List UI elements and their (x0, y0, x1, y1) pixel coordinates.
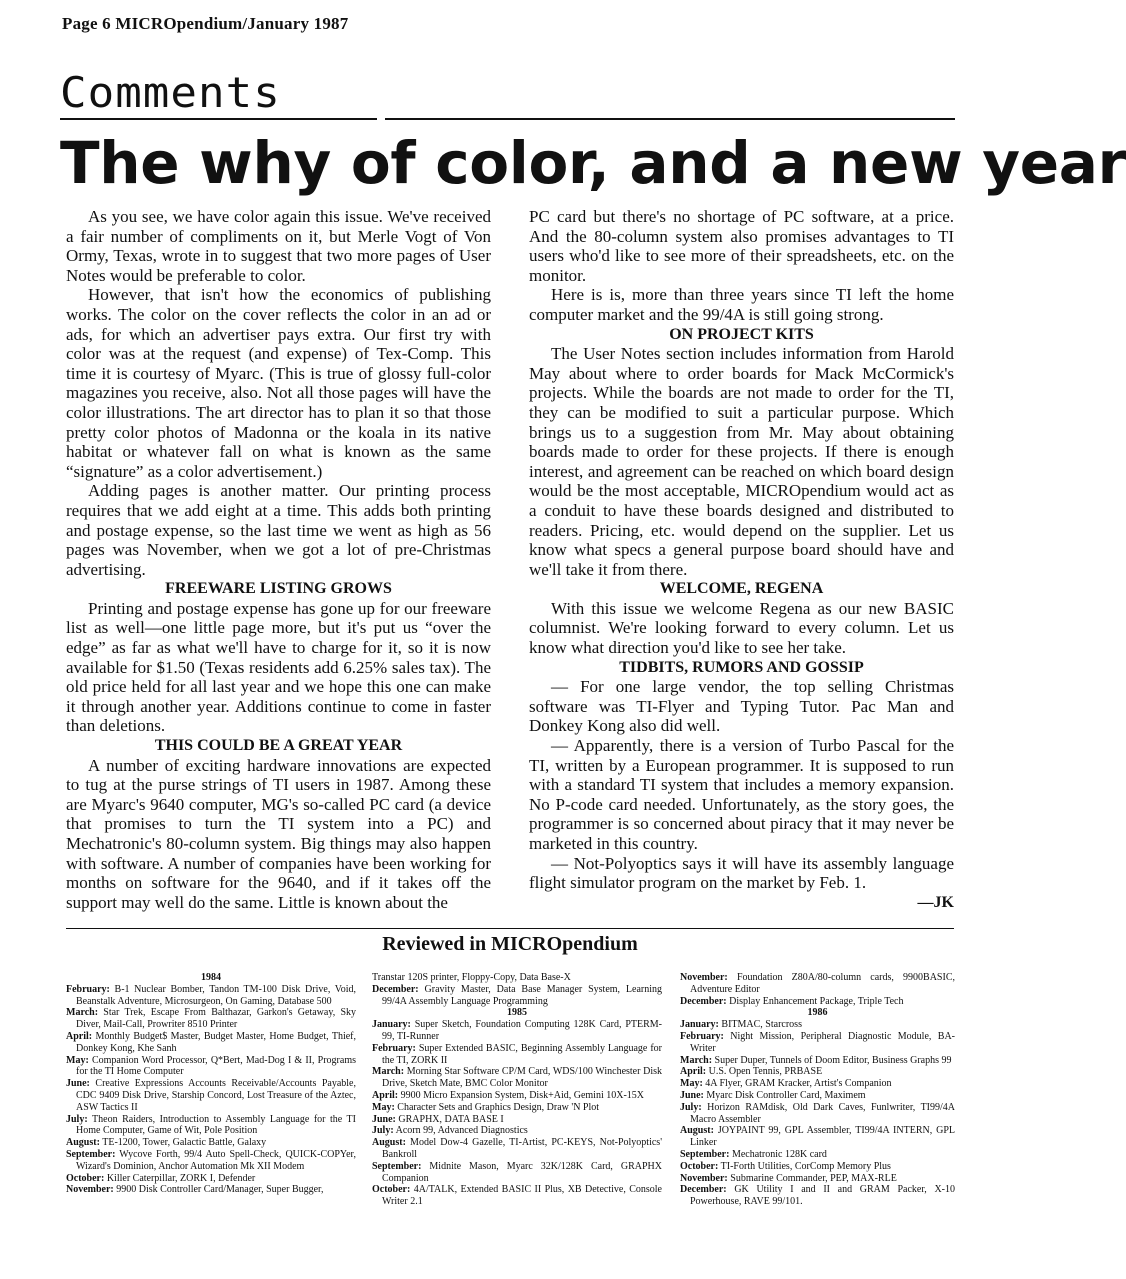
section-title: Comments (60, 68, 281, 117)
review-entry (66, 1114, 356, 1138)
review-entry (680, 1149, 955, 1161)
review-items: Killer Caterpillar, ZORK I, Defender (106, 1172, 256, 1184)
review-month: March: (372, 1066, 405, 1078)
review-items: Display Enhancement Package, Triple Tech (729, 995, 904, 1007)
review-month: November: (680, 972, 728, 983)
review-month: August: (680, 1125, 714, 1137)
review-items: GK Utility I and II and GRAM Packer, X-10 Powerhouse, RAVE 99/101. (690, 1184, 956, 1208)
review-entry (372, 1125, 662, 1137)
review-month: December: (372, 983, 419, 995)
review-entry (372, 984, 662, 1008)
review-entry (66, 1137, 356, 1149)
review-entry (66, 1078, 356, 1113)
review-entry (680, 1161, 955, 1173)
review-year: 1984 (201, 972, 221, 983)
review-month: September: (680, 1148, 730, 1160)
review-items: Foundation Z80A/80-column cards, 9900BASIC, Adventure Editor (690, 972, 955, 995)
author-signature: —JK (917, 893, 954, 911)
review-entry (680, 1055, 955, 1067)
review-entry (66, 984, 356, 1008)
review-items: Midnite Mason, Myarc 32K/128K Card, GRAPHX Companion (382, 1160, 663, 1184)
review-items: BITMAC, Starcross (721, 1019, 802, 1031)
review-entry (680, 1090, 955, 1102)
review-entry (66, 1149, 356, 1173)
review-entry (680, 1019, 955, 1031)
review-items: GRAPHX, DATA BASE I (398, 1113, 504, 1125)
reviewed-column-3 (680, 972, 955, 1208)
paragraph: Adding pages is another matter. Our printing process requires that we add eight at a time. This adds both printing and postage expense, so the last time we went as high as 56 pages was November, when we got a lot of pre-Christmas advertising. (66, 481, 491, 579)
review-entry (66, 1031, 356, 1055)
review-items: Super Sketch, Foundation Computing 128K Card, PTERM-99, TI-Runner (382, 1019, 662, 1042)
review-entry (372, 1019, 662, 1043)
review-items: Star Trek, Escape From Balthazar, Garkon's Getaway, Sky Diver, Mail-Call, Prowriter 8510 Printer (76, 1007, 356, 1031)
article-column-right (529, 207, 954, 912)
review-month: April: (66, 1030, 93, 1042)
review-items: Acorn 99, Advanced Diagnostics (395, 1125, 528, 1137)
review-items: Model Dow-4 Gazelle, TI-Artist, PC-KEYS, Not-Polyoptics' Bankroll (382, 1137, 662, 1160)
review-items: Super Extended BASIC, Beginning Assembly Language for the TI, ZORK II (382, 1042, 662, 1066)
paragraph: A number of exciting hardware innovations are expected to tug at the purse strings of TI users in 1987. Among these are Myarc's 9640 computer, MG's so-called PC card (a device that promises to turn the TI system into a PC) and Mechatronic's 80-column system. Big things may also happen with software. A number of companies have been working for months on software for the 9640, and if it takes off the support may well do the same. Little is known about the (66, 755, 491, 912)
review-month: March: (680, 1054, 713, 1066)
review-month: July: (680, 1101, 702, 1113)
review-year: 1986 (807, 1007, 828, 1019)
review-entry (372, 1161, 662, 1185)
review-month: February: (372, 1042, 416, 1054)
headline: The why of color, and a new year (60, 129, 1126, 197)
subheading: ON PROJECT KITS (669, 325, 814, 343)
subheading: TIDBITS, RUMORS AND GOSSIP (619, 658, 864, 676)
review-month: September: (66, 1148, 116, 1160)
review-month: June: (680, 1089, 704, 1101)
review-month: October: (372, 1184, 411, 1196)
review-entry (680, 1031, 955, 1055)
review-items: TE-1200, Tower, Galactic Battle, Galaxy (102, 1137, 267, 1149)
review-month: May: (680, 1078, 703, 1090)
review-entry (372, 1066, 662, 1090)
review-entry (66, 1007, 356, 1031)
review-entry (680, 1066, 955, 1078)
review-items: U.S. Open Tennis, PRBASE (708, 1066, 823, 1078)
review-items: Horizon RAMdisk, Old Dark Caves, Funlwriter, TI99/4A Macro Assembler (690, 1101, 956, 1125)
review-items: Myarc Disk Controller Card, Maximem (706, 1089, 866, 1101)
review-month: March: (66, 1007, 99, 1019)
review-entry (66, 1055, 356, 1079)
review-month: August: (66, 1137, 100, 1149)
review-items: Gravity Master, Data Base Manager System, Learning 99/4A Assembly Language Programming (382, 983, 663, 1007)
review-month: November: (66, 1184, 114, 1196)
divider-right (385, 118, 955, 120)
reviewed-title: Reviewed in MICROpendium (382, 933, 638, 955)
review-month: July: (372, 1125, 394, 1137)
review-month: April: (372, 1089, 399, 1101)
review-entry (680, 1078, 955, 1090)
subheading: FREEWARE LISTING GROWS (165, 580, 392, 598)
review-year: 1985 (507, 1007, 527, 1019)
review-items: Submarine Commander, PEP, MAX-RLE (730, 1172, 897, 1184)
subheading: WELCOME, REGENA (659, 580, 824, 598)
review-items: Creative Expressions Accounts Receivable/Accounts Payable, CDC 9409 Disk Drive, Starship Concord, Lost Treasure of the Aztec, ASW Tactics II (76, 1078, 356, 1113)
review-items: Super Duper, Tunnels of Doom Editor, Business Graphs 99 (714, 1054, 952, 1066)
review-month: February: (66, 983, 110, 995)
review-items: Companion Word Processor, Q*Bert, Mad-Dog I & II, Programs for the TI Home Computer (76, 1054, 356, 1078)
reviewed-divider (66, 928, 954, 929)
review-items: 9900 Micro Expansion System, Disk+Aid, Gemini 10X-15X (400, 1089, 645, 1101)
review-items: JOYPAINT 99, GPL Assembler, TI99/4A INTERN, GPL Linker (690, 1125, 955, 1149)
review-month: October: (680, 1160, 719, 1172)
paragraph: However, that isn't how the economics of publishing works. The color on the cover reflects the color in an ad or ads, for which an advertiser pays extra. Our first try with color was at the request (and expense) of Tex-Comp. This time it is courtesy of Myarc. (This is true of glossy full-color magazines you receive, also. Not all those pages will have the color illustrations. The art director has to plan it so that those pretty color photos of Madonna or the koala in its native habitat or whatever fall on what is known as the same “signature” as a color advertisement.) (66, 285, 491, 481)
paragraph: Here is is, more than three years since TI left the home computer market and the 99/4A is still going strong. (529, 285, 954, 324)
review-entry (372, 1102, 662, 1114)
review-entry (680, 1173, 955, 1185)
reviewed-column-1 (66, 972, 356, 1196)
paragraph: — Apparently, there is a version of Turbo Pascal for the TI, written by a European programmer. It is supposed to run with a standard TI system that includes a memory expansion. No P-code card needed. Unfortunately, as the story goes, the programmer is so concerned about piracy that it may never be marketed in this country. (529, 736, 954, 853)
review-entry (680, 996, 955, 1008)
review-items: Mechatronic 128K card (731, 1148, 827, 1160)
paragraph: — Not-Polyoptics says it will have its assembly language flight simulator program on the market by Feb. 1. (529, 853, 954, 893)
page-header: Page 6 MICROpendium/January 1987 (62, 14, 349, 33)
subheading: THIS COULD BE A GREAT YEAR (154, 737, 403, 755)
paragraph: As you see, we have color again this issue. We've received a fair number of compliments on it, but Merle Vogt of Von Ormy, Texas, wrote in to suggest that two more pages of User Notes would be preferable to color. (66, 207, 491, 285)
review-entry (66, 1173, 356, 1185)
review-items: Wycove Forth, 99/4 Auto Spell-Check, QUICK-COPYer, Wizard's Dominion, Anchor Automation Mk XII Modem (76, 1148, 356, 1172)
review-items: 4A/TALK, Extended BASIC II Plus, XB Detective, Console Writer 2.1 (382, 1184, 662, 1208)
review-month: August: (372, 1137, 406, 1149)
review-entry (372, 1184, 662, 1208)
review-month: January: (680, 1019, 719, 1031)
review-items: Character Sets and Graphics Design, Draw 'N Plot (397, 1101, 600, 1113)
review-entry (372, 1137, 662, 1161)
paragraph: PC card but there's no shortage of PC software, at a price. And the 80-column system also promises advantages to TI users who'd like to see more of their spreadsheets, etc. on the monitor. (529, 207, 954, 285)
paragraph: Printing and postage expense has gone up for our freeware list as well—one little page more, but it's put us “over the edge” as far as what we'll have to charge for it, so it is now available for $1.50 (Texas residents add 6.25% sales tax). The old price held for all last year and we hope this one can make it through another year. Additions continue to come in faster than deletions. (66, 598, 491, 736)
review-month: September: (372, 1160, 422, 1172)
review-items: 9900 Disk Controller Card/Manager, Super Bugger, (116, 1184, 324, 1196)
review-month: December: (680, 995, 727, 1007)
review-entry (680, 972, 955, 996)
review-entry-continued: Transtar 120S printer, Floppy-Copy, Data Base-X (372, 972, 571, 983)
review-month: May: (372, 1101, 395, 1113)
paragraph: The User Notes section includes information from Harold May about where to order boards for Mack McCormick's projects. While the boards are not made to order for the TI, they can be modified to suit a particular purpose. Which brings us to a suggestion from Mr. May about obtaining boards made to order for these projects. If there is enough interest, and agreement can be reached on which board design would be the most acceptable, MICROpendium would act as a conduit to have these boards designed and distributed to readers. Pricing, etc. would depend on the supplier. Let us know what specs a general purpose board should have and we'll take it from there. (529, 344, 954, 579)
review-items: Night Mission, Peripheral Diagnostic Module, BA-Writer (690, 1030, 955, 1054)
paragraph: — For one large vendor, the top selling Christmas software was TI-Flyer and Typing Tutor. Pac Man and Donkey Kong also did well. (529, 677, 954, 736)
review-items: Monthly Budget$ Master, Budget Master, Home Budget, Thief, Donkey Kong, Khe Sanh (76, 1030, 356, 1054)
review-items: B-1 Nuclear Bomber, Tandon TM-100 Disk Drive, Void, Beanstalk Adventure, Microsurgeon, On Gaming, Database 500 (76, 983, 356, 1007)
review-entry (372, 1090, 662, 1102)
review-entry (66, 1184, 356, 1196)
article-column-left (66, 207, 491, 912)
review-month: June: (66, 1078, 90, 1090)
review-entry (372, 1114, 662, 1126)
reviewed-column-2 (372, 972, 662, 1208)
review-entry (680, 1125, 955, 1149)
paragraph: With this issue we welcome Regena as our new BASIC columnist. We're looking forward to every column. Let us know what direction you'd like to see her take. (529, 598, 954, 658)
review-month: January: (372, 1019, 411, 1031)
review-month: April: (680, 1066, 707, 1078)
divider-left (60, 118, 377, 120)
review-month: November: (680, 1172, 728, 1184)
review-entry (372, 1043, 662, 1067)
review-month: July: (66, 1113, 88, 1125)
review-month: February: (680, 1030, 724, 1042)
review-month: October: (66, 1172, 105, 1184)
review-month: June: (372, 1113, 396, 1125)
review-items: 4A Flyer, GRAM Kracker, Artist's Companion (705, 1078, 892, 1090)
review-items: Theon Raiders, Introduction to Assembly Language for the TI Home Computer, Game of Wit, Pole Position (76, 1113, 356, 1137)
review-entry (680, 1102, 955, 1126)
review-month: May: (66, 1054, 89, 1066)
review-items: TI-Forth Utilities, CorComp Memory Plus (720, 1160, 891, 1172)
review-items: Morning Star Software CP/M Card, WDS/100 Winchester Disk Drive, Sketch Mate, BMC Color Monitor (382, 1066, 662, 1090)
review-month: December: (680, 1184, 727, 1196)
review-entry (680, 1184, 955, 1208)
